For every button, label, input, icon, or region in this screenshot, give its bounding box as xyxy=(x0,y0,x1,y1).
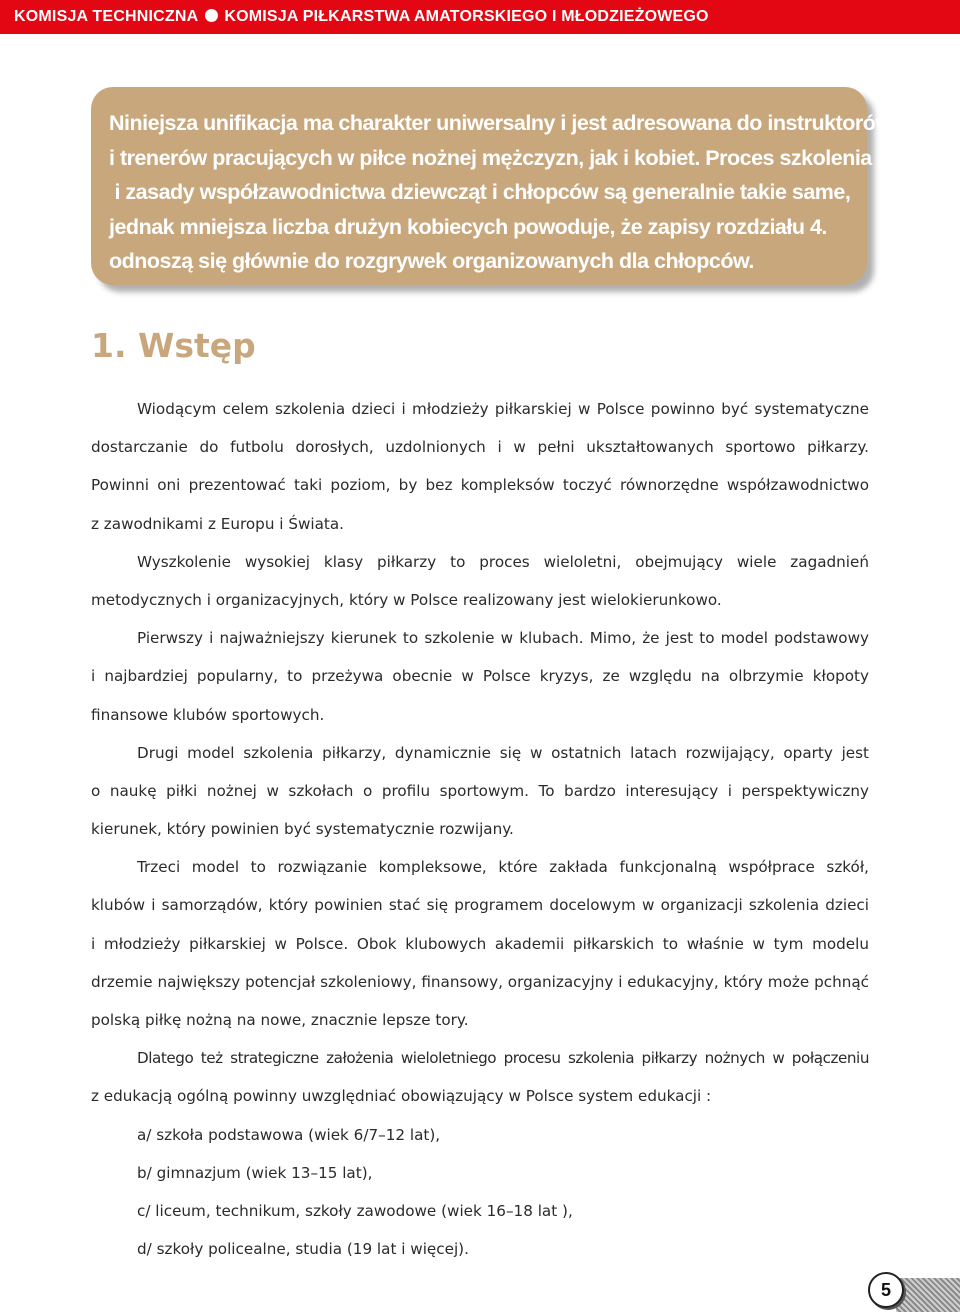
intro-line: i zasady współzawodnictwa dziewcząt i chłopców są generalnie takie same, xyxy=(109,180,851,204)
text-line: z edukacją ogólną powinny uwzględniać obowiązujący w Polsce system edukacji : xyxy=(91,1087,712,1106)
text-line: z zawodnikami z Europu i Świata. xyxy=(91,514,344,533)
text-line: o naukę piłki nożnej w szkołach o profilu sportowym. To bardzo interesujący i perspektywiczny xyxy=(91,781,869,800)
text-line: i najbardziej popularny, to przeżywa obecnie w Polsce kryzys, ze względu na olbrzymie kłopoty xyxy=(91,667,869,686)
body-text xyxy=(91,390,869,1268)
list-item: d/ szkoły policealne, studia (19 lat i więcej). xyxy=(137,1240,469,1259)
text-line: metodycznych i organizacyjnych, który w Polsce realizowany jest wielokierunkowo. xyxy=(91,590,722,609)
text-line: dostarczanie do futbolu dorosłych, uzdolnionych i w pełni ukształtowanych sportowo piłkarzy. xyxy=(91,438,869,457)
text-line: polską piłkę nożną na nowe, znacznie lepsze tory. xyxy=(91,1011,469,1029)
text-line: Dlatego też strategiczne założenia wieloletniego procesu szkolenia piłkarzy nożnych w połączeniu xyxy=(137,1049,869,1068)
text-line: i młodzieży piłkarskiej w Polsce. Obok klubowych akademii piłkarskich to właśnie w tym modelu xyxy=(91,934,869,953)
header-part-1: KOMISJA TECHNICZNA xyxy=(14,8,199,25)
page-number: 5 xyxy=(868,1272,904,1308)
intro-line: odnoszą się głównie do rozgrywek organizowanych dla chłopców. xyxy=(109,249,754,273)
bullet-dot-icon xyxy=(205,9,218,22)
corner-texture xyxy=(896,1278,960,1312)
text-line: Drugi model szkolenia piłkarzy, dynamicznie się w ostatnich latach rozwijający, oparty jest xyxy=(137,743,869,762)
text-line: Powinni oni prezentować taki poziom, by bez kompleksów toczyć równorzędne współzawodnictwo xyxy=(91,476,869,495)
section-heading: 1. Wstęp xyxy=(91,326,256,365)
text-line: drzemie największy potencjał szkoleniowy, finansowy, organizacyjny i edukacyjny, który może pchnąć xyxy=(91,972,869,991)
header-part-2: KOMISJA PIŁKARSTWA AMATORSKIEGO I MŁODZIEŻOWEGO xyxy=(224,8,709,25)
text-line: klubów i samorządów, który powinien stać się programem docelowym w organizacji szkolenia dzieci xyxy=(91,896,869,915)
intro-box xyxy=(91,87,892,285)
list-item: c/ liceum, technikum, szkoły zawodowe (wiek 16–18 lat ), xyxy=(137,1201,573,1220)
text-line: finansowe klubów sportowych. xyxy=(91,705,325,724)
list-item: a/ szkoła podstawowa (wiek 6/7–12 lat), xyxy=(137,1125,441,1144)
page-header xyxy=(0,0,960,34)
text-line: Trzeci model to rozwiązanie kompleksowe, które zakłada funkcjonalną współprace szkół, xyxy=(137,858,869,877)
text-line: Wiodącym celem szkolenia dzieci i młodzieży piłkarskiej w Polsce powinno być systematyczne xyxy=(137,400,869,418)
text-line: Wyszkolenie wysokiej klasy piłkarzy to proces wieloletni, obejmujący wiele zagadnień xyxy=(137,552,869,571)
header-title xyxy=(14,8,709,26)
intro-line: i trenerów pracujących w piłce nożnej mężczyzn, jak i kobiet. Proces szkolenia xyxy=(109,145,872,170)
intro-line: Niniejsza unifikacja ma charakter uniwersalny i jest adresowana do instruktorów xyxy=(109,111,892,135)
text-line: Pierwszy i najważniejszy kierunek to szkolenie w klubach. Mimo, że jest to model podstawowy xyxy=(137,629,869,648)
text-line: kierunek, który powinien być systematycznie rozwijany. xyxy=(91,820,514,839)
intro-line: jednak mniejsza liczba drużyn kobiecych powoduje, że zapisy rozdziału 4. xyxy=(109,214,827,239)
list-item: b/ gimnazjum (wiek 13–15 lat), xyxy=(137,1163,373,1182)
